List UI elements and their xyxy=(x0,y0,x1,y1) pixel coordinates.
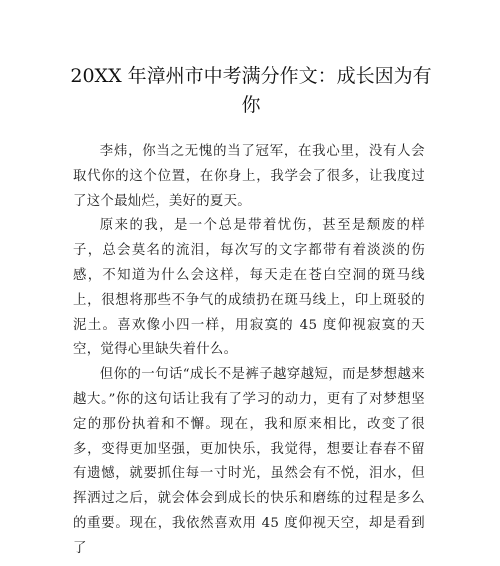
paragraph-1: 李炜，你当之无愧的当了冠军，在我心里，没有人会取代你的这个位置，在你身上，我学会了很多，让我度过了这个最灿烂，美好的夏天。 xyxy=(73,144,425,209)
document-body xyxy=(73,140,425,562)
paragraph-2: 原来的我，是一个总是带着忧伤，甚至是颓废的样子，总会莫名的流泪，每次写的文字都带有着淡淡的伤感，不知道为什么会这样，每天走在苍白空洞的斑马线上，很想将那些不争气的成绩扔在斑马线上，印上斑驳的泥土。喜欢像小四一样，用寂寞的 45 度仰视寂寞的天空，觉得心里缺失着什么。 xyxy=(73,218,425,358)
document-title: 20XX 年漳州市中考满分作文：成长因为有你 xyxy=(70,65,432,116)
paragraph-3: 但你的一句话“成长不是裤子越穿越短，而是梦想越来越大。”你的这句话让我有了学习的动力，更有了对梦想坚定的那份执着和不懈。现在，我和原来相比，改变了很多，变得更加坚强，更加快乐，我觉得，想要让春春不留有遗憾，就要抓住每一寸时光，虽然会有不悦，泪水，但挥洒过之后，就会体会到成长的快乐和磨练的过程是多么的重要。现在，我依然喜欢用 45 度仰视天空，却是看到了 xyxy=(73,367,425,556)
